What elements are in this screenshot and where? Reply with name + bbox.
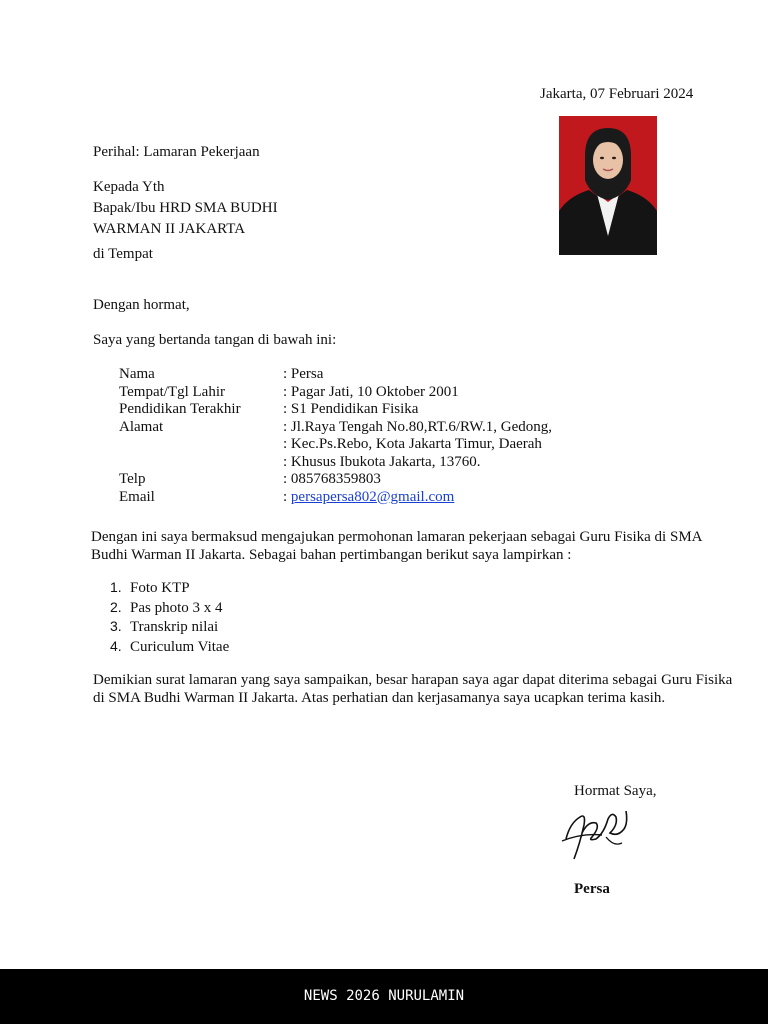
detail-row-name [119, 366, 552, 384]
recipient-line: WARMAN II JAKARTA [93, 221, 246, 237]
list-label: Pas photo 3 x 4 [130, 599, 223, 616]
intro-sentence: Saya yang bertanda tangan di bawah ini: [93, 332, 337, 348]
applicant-details [119, 366, 552, 506]
attachment-list [110, 578, 229, 656]
list-number: 3. [110, 618, 122, 634]
body-paragraph-1: Dengan ini saya bermaksud mengajukan permohonan lamaran pekerjaan sebagai Guru Fisika di SMA Budhi Warman II Jakarta. Sebagai bahan pertimbangan berikut saya lampirkan : [91, 529, 702, 563]
letter-subject: Perihal: Lamaran Pekerjaan [93, 144, 260, 160]
list-item [110, 637, 229, 657]
email-prefix: : [283, 488, 291, 505]
list-item [110, 617, 229, 637]
detail-value: : Kec.Ps.Rebo, Kota Jakarta Timur, Daerah [283, 436, 542, 452]
detail-label: Tempat/Tgl Lahir [119, 383, 225, 400]
detail-value: : Persa [283, 366, 324, 382]
greeting: Dengan hormat, [93, 297, 190, 313]
detail-value: : Pagar Jati, 10 Oktober 2001 [283, 383, 459, 400]
list-item [110, 598, 229, 618]
recipient-line: Bapak/Ibu HRD SMA BUDHI [93, 200, 278, 216]
detail-row-address [119, 419, 552, 437]
detail-row-email [119, 489, 552, 507]
signer-name: Persa [574, 881, 610, 897]
list-number: 1. [110, 579, 122, 595]
detail-row-education [119, 401, 552, 419]
signature-mark [558, 803, 638, 863]
footer-banner: NEWS 2026 NURULAMIN [0, 969, 768, 1024]
handwritten-signature [558, 803, 638, 863]
detail-label: Alamat [119, 418, 164, 435]
body-paragraph-2: Demikian surat lamaran yang saya sampaikan, besar harapan saya agar dapat diterima sebagai Guru Fisika di SMA Budhi Warman II Jakarta. Atas perhatian dan kerjasamanya saya ucapkan terima kasih. [93, 672, 733, 706]
detail-value: : Jl.Raya Tengah No.80,RT.6/RW.1, Gedong, [283, 418, 553, 435]
applicant-photo [559, 116, 657, 255]
recipient-line: Kepada Yth [93, 179, 165, 195]
detail-label: Email [119, 488, 155, 505]
list-label: Curiculum Vitae [130, 638, 230, 655]
detail-row-phone [119, 471, 552, 489]
list-label: Foto KTP [130, 580, 190, 596]
detail-label: Telp [119, 471, 146, 487]
detail-label: Pendidikan Terakhir [119, 401, 241, 417]
closing-phrase: Hormat Saya, [574, 783, 657, 799]
detail-value: : 085768359803 [283, 471, 381, 487]
detail-value: : Khusus Ibukota Jakarta, 13760. [283, 453, 481, 470]
detail-row-address-cont [119, 454, 552, 472]
list-label: Transkrip nilai [130, 619, 219, 635]
recipient-line: di Tempat [93, 246, 153, 262]
list-number: 2. [110, 598, 122, 615]
detail-label: Nama [119, 366, 155, 382]
detail-value: : S1 Pendidikan Fisika [283, 401, 419, 417]
letter-date: Jakarta, 07 Februari 2024 [540, 86, 694, 102]
detail-row-address-cont [119, 436, 552, 454]
list-item [110, 578, 229, 598]
list-number: 4. [110, 637, 122, 654]
portrait-illustration [559, 116, 657, 255]
detail-row-birth [119, 384, 552, 402]
recipient-block [93, 177, 278, 265]
email-link[interactable]: persapersa802@gmail.com [290, 488, 455, 505]
